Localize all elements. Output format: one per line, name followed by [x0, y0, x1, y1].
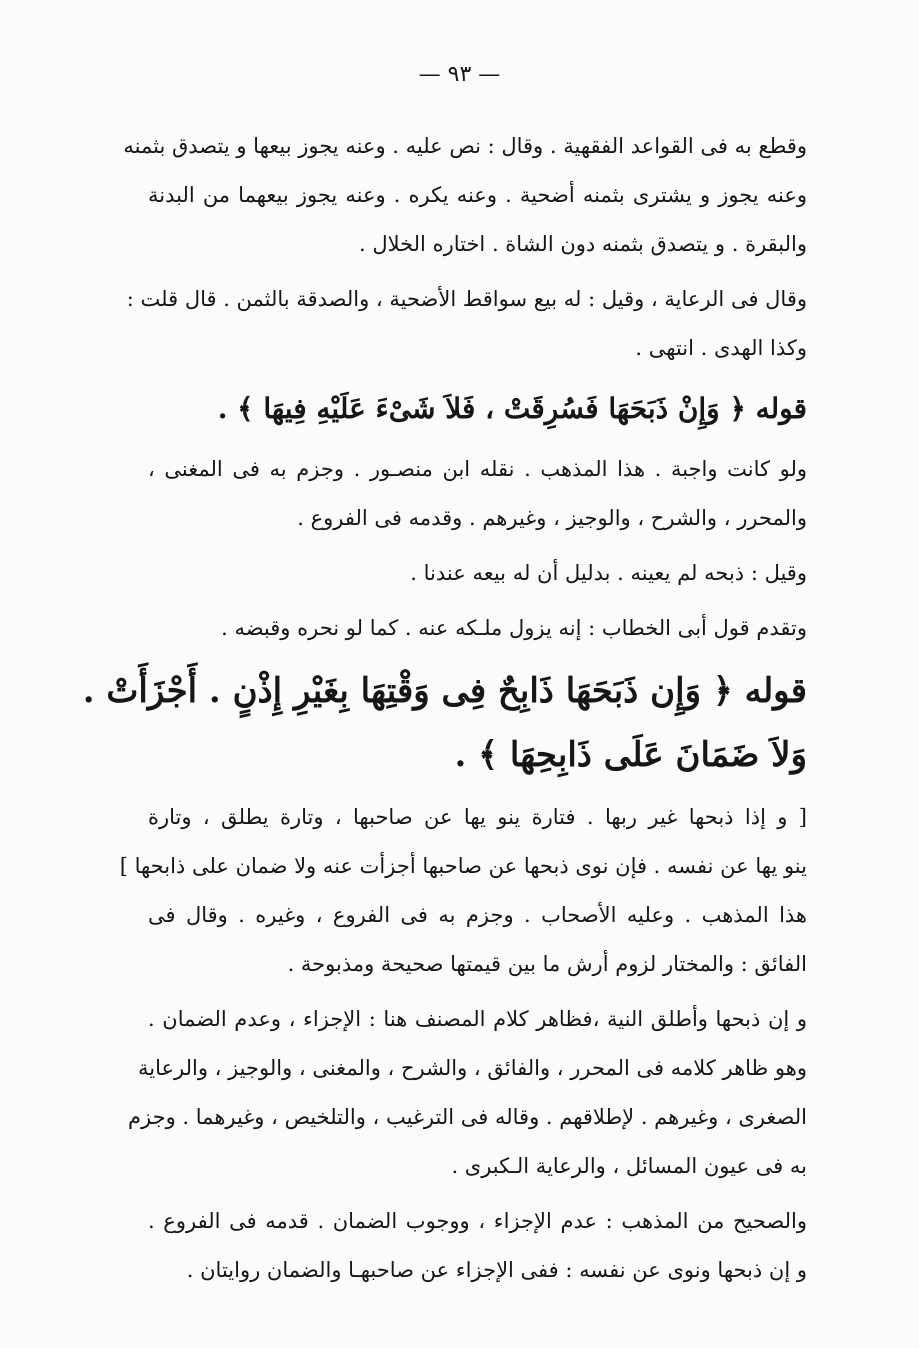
text-line: الفائق : والمختار لزوم أرش ما بين قيمتها صحيحة ومذبوحة .	[287, 952, 807, 976]
text-line: وكذا الهدى . انتهى .	[635, 336, 807, 360]
text-line: والصحيح من المذهب : عدم الإجزاء ، ووجوب الضمان . قدمه فى الفروع .	[148, 1209, 807, 1233]
body-text	[82, 122, 807, 1295]
text-line: [ و إذا ذبحها غير ربها . فتارة ينو يها عن صاحبها ، وتارة يطلق ، وتارة	[148, 805, 807, 829]
page-number: — ٩٣ —	[418, 62, 501, 87]
paragraph	[126, 275, 807, 373]
paragraph	[123, 122, 807, 269]
text-line: وقال فى الرعاية ، وقيل : له بيع سواقط الأضحية ، والصدقة بالثمن . قال قلت :	[126, 287, 807, 311]
text-line: ينو يها عن نفسه . فإن نوى ذبحها عن صاحبها أجزأت عنه ولا ضمان على ذابحها ]	[119, 854, 807, 878]
text-line: الصغرى ، وغيرهم . لإطلاقهم . وقاله فى الترغيب ، والتلخيص ، وغيرهما . وجزم	[128, 1105, 807, 1129]
text-line: وهو ظاهر كلامه فى المحرر ، والفائق ، والشرح ، والمغنى ، والوجيز ، والرعاية	[137, 1056, 807, 1080]
text-line: و إن ذبحها ونوى عن نفسه : ففى الإجزاء عن صاحبهـا والضمان روايتان .	[186, 1258, 807, 1282]
verse-line: قوله ﴿ وَإِنْ ذَبَحَهَا فَسُرِقَتْ ، فَلاَ شَىْءَ عَلَيْهِ فِيهَا ﴾ .	[217, 392, 807, 425]
text-line: وقطع به فى القواعد الفقهية . وقال : نص عليه . وعنه يجوز بيعها و يتصدق بثمنه	[123, 134, 807, 158]
paragraph	[148, 549, 807, 598]
text-line: وتقدم قول أبى الخطاب : إنه يزول ملـكه عنه . كما لو نحره وقبضه .	[221, 616, 807, 640]
text-line: هذا المذهب . وعليه الأصحاب . وجزم به فى الفروع ، وغيره . وقال فى	[148, 903, 807, 927]
verse-line: وَلاَ ضَمَانَ عَلَى ذَابِحِهَا ﴾ .	[454, 735, 807, 775]
quoted-verse	[82, 659, 807, 787]
text-line: والمحرر ، والشرح ، والوجيز ، وغيرهم . وقدمه فى الفروع .	[297, 506, 807, 530]
text-line: وقيل : ذبحه لم يعينه . بدليل أن له بيعه عندنا .	[410, 561, 807, 585]
text-line: ولو كانت واجبة . هذا المذهب . نقله ابن منصـور . وجزم به فى المغنى ،	[148, 457, 807, 481]
paragraph	[148, 445, 807, 543]
paragraph	[119, 793, 807, 989]
text-line: و إن ذبحها وأطلق النية ،فظاهر كلام المصنف هنا : الإجزاء ، وعدم الضمان .	[148, 1007, 807, 1031]
paragraph	[128, 995, 807, 1191]
text-line: به فى عيون المسائل ، والرعاية الـكبرى .	[451, 1154, 807, 1178]
text-line: والبقرة . و يتصدق بثمنه دون الشاة . اختاره الخلال .	[358, 232, 807, 256]
paragraph	[148, 1197, 807, 1295]
text-line: وعنه يجوز و يشترى بثمنه أضحية . وعنه يكره . وعنه يجوز بيعهما من البدنة	[148, 183, 807, 207]
quoted-verse	[148, 379, 807, 439]
verse-line: قوله ﴿ وَإِن ذَبَحَهَا ذَابِحٌ فِى وَقْتِهَا بِغَيْرِ إِذْنٍ . أَجْزَأَتْ .	[82, 671, 807, 711]
paragraph	[148, 604, 807, 653]
